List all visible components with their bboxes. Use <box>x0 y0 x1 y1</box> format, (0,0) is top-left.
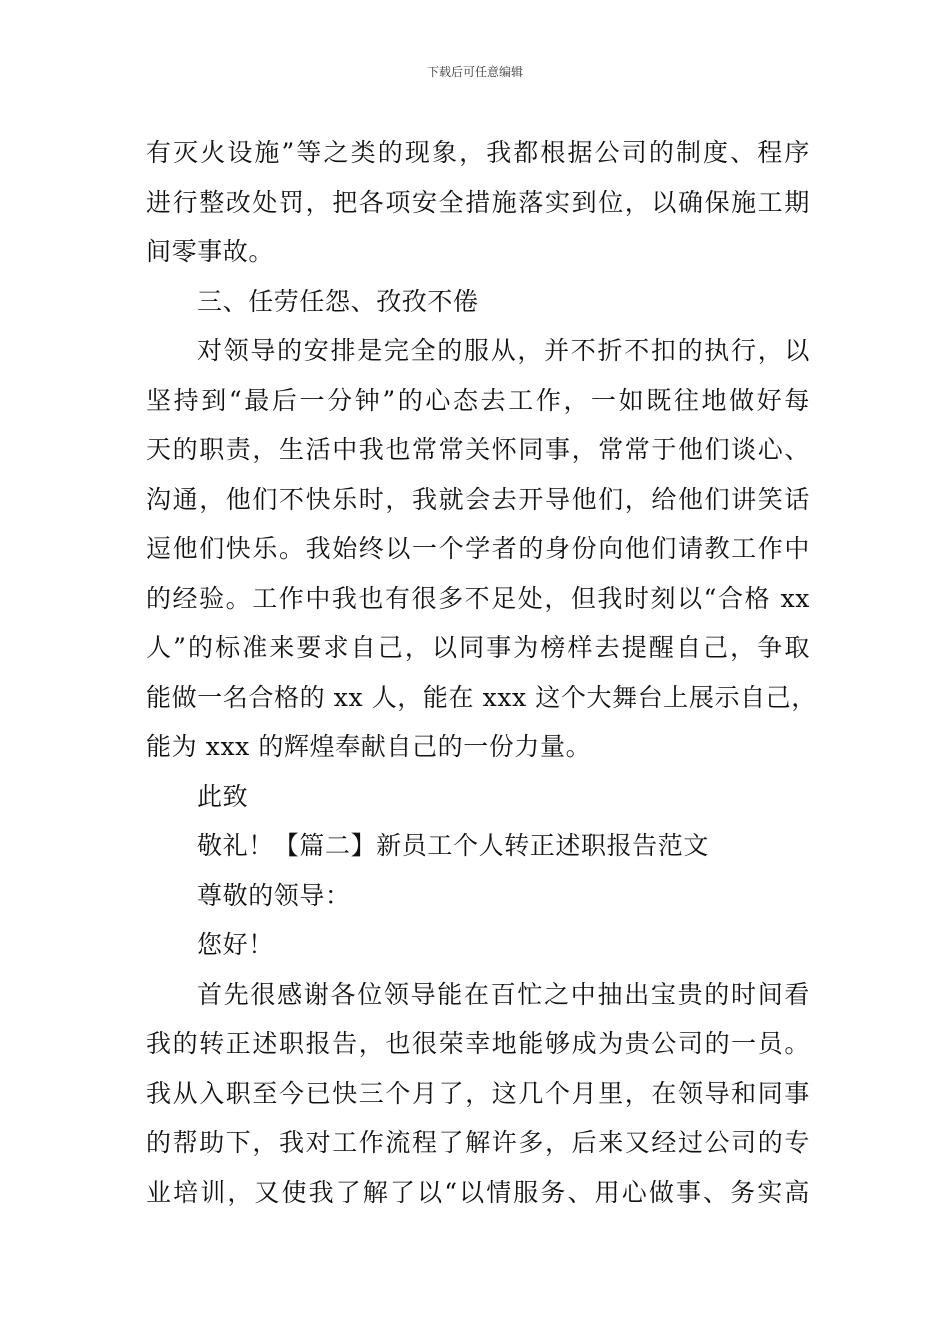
text-line: 间零事故。 <box>146 237 275 266</box>
text-line: 天的职责，生活中我也常常关怀同事，常常于他们谈心、 <box>146 435 810 464</box>
text-line: 对领导的安排是完全的服从，并不折不扣的执行，以 <box>197 336 810 365</box>
page-header: 下载后可任意编辑 <box>426 65 523 79</box>
text-line: 能为 xxx 的辉煌奉献自己的一份力量。 <box>146 732 592 761</box>
text-line: 逗他们快乐。我始终以一个学者的身份向他们请教工作中 <box>146 534 810 563</box>
text-line: 首先很感谢各位领导能在百忙之中抽出宝贵的时间看 <box>197 979 810 1009</box>
section-title-line: 敬礼！【篇二】新员工个人转正述职报告范文 <box>197 831 710 860</box>
greeting: 您好！ <box>197 930 274 959</box>
text-line: 业培训，又使我了解了以“以情服务、用心做事、务实高 <box>146 1177 810 1207</box>
section-heading: 三、任劳任怨、孜孜不倦 <box>197 286 479 316</box>
document-body <box>146 128 817 1217</box>
closing-line: 此致 <box>197 781 249 811</box>
salutation: 尊敬的领导： <box>197 880 351 910</box>
text-line: 进行整改处罚，把各项安全措施落实到位，以确保施工期 <box>146 187 810 217</box>
text-line: 坚持到“最后一分钟”的心态去工作，一如既往地做好每 <box>146 385 810 415</box>
text-line: 能做一名合格的 xx 人，能在 xxx 这个大舞台上展示自己， <box>146 682 817 712</box>
text-line: 的经验。工作中我也有很多不足处，但我时刻以“合格 xx <box>146 583 810 613</box>
text-line: 人”的标准来要求自己，以同事为榜样去提醒自己，争取 <box>146 633 810 662</box>
text-line: 我从入职至今已快三个月了，这几个月里，在领导和同事 <box>146 1078 810 1108</box>
text-line: 有灭火设施”等之类的现象，我都根据公司的制度、程序 <box>146 138 810 167</box>
text-line: 的帮助下，我对工作流程了解许多，后来又经过公司的专 <box>146 1128 810 1157</box>
text-line: 沟通，他们不快乐时，我就会去开导他们，给他们讲笑话 <box>146 484 810 514</box>
text-line: 我的转正述职报告，也很荣幸地能够成为贵公司的一员。 <box>146 1029 810 1058</box>
